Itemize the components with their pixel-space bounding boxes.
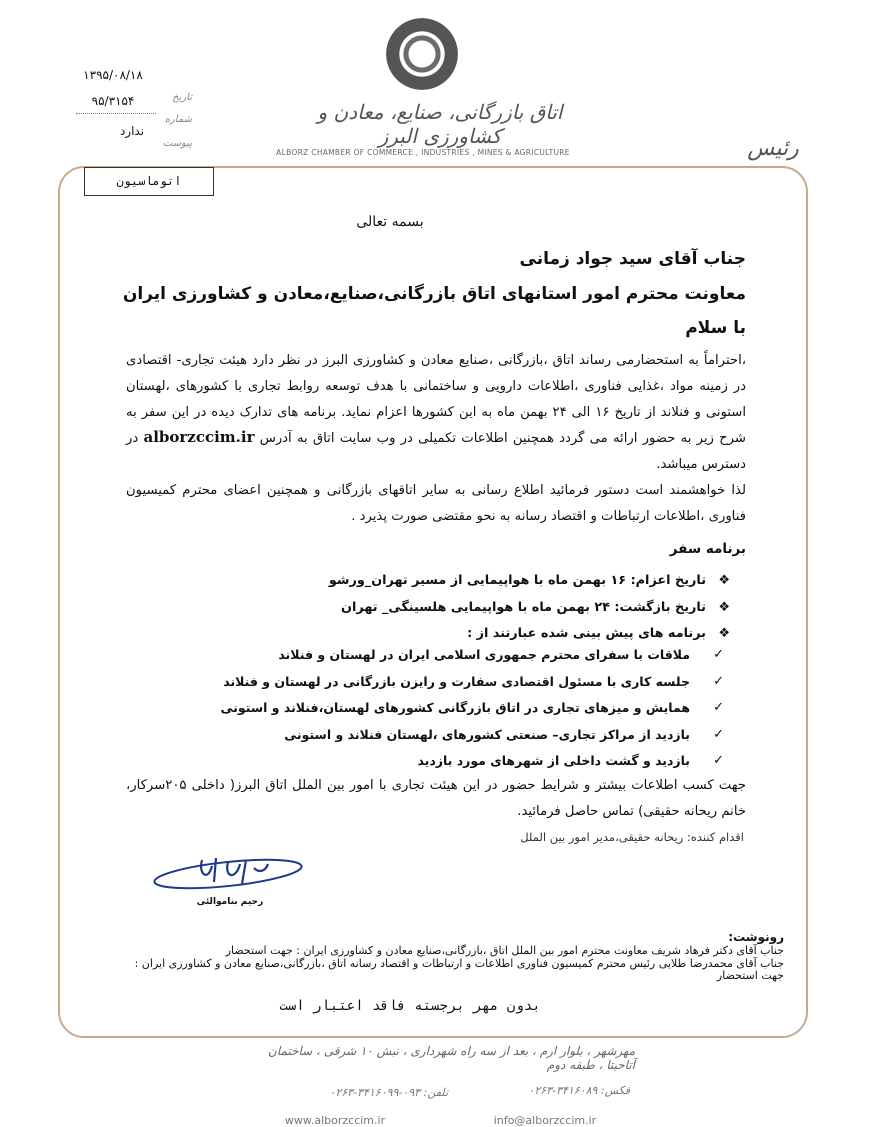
- closing-paragraph: جهت کسب اطلاعات بیشتر و شرایط حضور در این هیئت تجاری با امور بین الملل اتاق البرز( داخلی ۲۰۵سرکار، خانم ریحانه حقیقی) تماس حاصل فرمائید.: [126, 778, 746, 819]
- list-item: ✓ بازدید از مراکز تجاری– صنعتی کشورهای ،لهستان فنلاند و استونی: [148, 722, 708, 749]
- cc-title: رونوشت:: [728, 930, 784, 944]
- footer-email[interactable]: info@alborzccim.ir: [493, 1114, 597, 1127]
- date-value: ۱۳۹۵/۰۸/۱۸: [83, 68, 143, 82]
- footer-phone: تلفن: ۰۹۳-۳۴۱۶۰۹۹-۰۲۶۳: [329, 1086, 448, 1099]
- dotted-line: [76, 113, 156, 114]
- diamond-bullet-icon: ❖: [718, 573, 730, 588]
- website-link[interactable]: alborzccim.ir: [143, 428, 255, 447]
- greeting: با سلام: [685, 318, 746, 338]
- list-item: ❖ تاریخ بازگشت: ۲۴ بهمن ماه با هواپیمایی هلسینگی_ تهران: [162, 595, 722, 622]
- number-label: شماره: [164, 114, 192, 125]
- list-item: ✓ ملاقات با سفرای محترم جمهوری اسلامی ایران در لهستان و فنلاند: [148, 642, 708, 669]
- signature: [150, 852, 310, 898]
- org-title: اتاق بازرگانی، صنایع، معادن و کشاورزی البرز: [317, 100, 563, 148]
- org-latin-title: ALBORZ CHAMBER OF COMMERCE , INDUSTRIES , MINES & AGRICULTURE: [276, 148, 570, 157]
- footer-website[interactable]: www.alborzccim.ir: [284, 1114, 386, 1127]
- footer-fax: فکس: ۳۴۱۶۰۸۹-۰۲۶۳: [528, 1084, 630, 1097]
- date-row: [72, 68, 192, 90]
- number-value: ۹۵/۳۱۵۴: [91, 94, 135, 108]
- recipient-name: جناب آقای سید جواد زمانی: [519, 249, 746, 269]
- body-paragraph-1: ،احتراماً به استحضارمی رساند اتاق ،بازرگانی ،صنایع معادن و کشاورزی البرز در نظر دارد هیئت تجاری- اقتصادی در زمینه مواد ،غذایی فناوری ،اطلاعات دارویی و ساختمانی با هدف توسعه روابط تجاری با کشورهای ،لهستان استونی و فنلاند از تاریخ ۱۶ الی ۲۴ بهمن ماه به این کشورها اعزام نماید. برنامه های تدارک دیده در این سفر به شرح زیر به حضور ارائه می گردد همچنین اطلاعات تکمیلی در وب سایت اتاق به آدرس: [126, 353, 746, 447]
- attachment-value: ندارد: [119, 124, 145, 138]
- list-item: ✓ جلسه کاری با مسئول اقتصادی سفارت و رایزن بازرگانی در لهستان و فنلاند: [148, 669, 708, 696]
- body-paragraph-1-end: در دسترس میباشد.: [126, 431, 746, 473]
- automation-stamp: اتوماسیون: [84, 167, 214, 196]
- check-icon: ✓: [713, 726, 724, 742]
- list-item: ✓ بازدید و گشت داخلی از شهرهای مورد بازدید: [148, 748, 708, 775]
- letter-body: [126, 348, 746, 530]
- program-title: برنامه سفر: [669, 541, 746, 557]
- cc-line: جناب آقای محمدرضا طلایی رئیس محترم کمیسیون فناوری اطلاعات و ارتباطات و اقتصاد رسانه اتاق ،بازرگانی،صنایع معادن و کشاورزی ایران : جهت استحضار: [134, 956, 784, 983]
- diamond-bullet-icon: ❖: [718, 599, 730, 615]
- signer-name: رحیم بناموالئی: [196, 897, 264, 907]
- check-icon: ✓: [713, 647, 724, 662]
- action-by: اقدام کننده: ریحانه حقیقی،مدیر امور بین الملل: [520, 830, 744, 844]
- check-icon: ✓: [713, 753, 724, 768]
- attachment-label-row: [72, 134, 192, 156]
- list-item: ❖ تاریخ اعزام: ۱۶ بهمن ماه با هواپیمایی از مسیر تهران_ورشو: [162, 568, 722, 595]
- check-icon: ✓: [713, 673, 724, 689]
- recipient-title: معاونت محترم امور استانهای اتاق بازرگانی،صنایع،معادن و کشاورزی ایران: [122, 284, 746, 304]
- footer-address: مهرشهر ، بلوار ارم ، بعد از سه راه شهرداری ، نبش ۱۰ شرقی ، ساختمان آتاحیتا ، طبقه دوم: [268, 1044, 635, 1072]
- date-label: تاریخ: [172, 92, 192, 103]
- role-label: رئیس: [747, 136, 799, 161]
- list-item: ✓ همایش و میزهای تجاری در اتاق بازرگانی کشورهای لهستان،فنلاند و استونی: [148, 695, 708, 722]
- body-paragraph-2: لذا خواهشمند است دستور فرمائید اطلاع رسانی به سایر اتاقهای بازرگانی و همچنین اعضای محترم کمیسیون فناوری ،اطلاعات ارتباطات و اقتصاد رسانه به نحو مقتضی صورت پذیرد .: [126, 482, 746, 524]
- basmala: بسمه تعالی: [356, 214, 424, 230]
- chamber-logo: [386, 18, 458, 90]
- cc-lines: [124, 945, 784, 983]
- cc-line: جناب آقای دکتر فرهاد شریف معاونت محترم امور بین الملل اتاق ،بازرگانی،صنایع معادن و کشاورزی ایران : جهت استحضار: [225, 944, 784, 957]
- diamond-bullet-icon: ❖: [718, 626, 730, 641]
- check-icon: ✓: [713, 700, 724, 715]
- attachment-label: پیوست: [162, 138, 192, 149]
- number-row: [72, 94, 192, 116]
- planned-list: [148, 642, 724, 775]
- program-list: [162, 568, 730, 648]
- list-item: ❖ برنامه های پیش بینی شده عبارتند از :: [162, 621, 722, 648]
- validity-note: بدون مهر برجسته فاقد اعتبار است: [279, 998, 541, 1014]
